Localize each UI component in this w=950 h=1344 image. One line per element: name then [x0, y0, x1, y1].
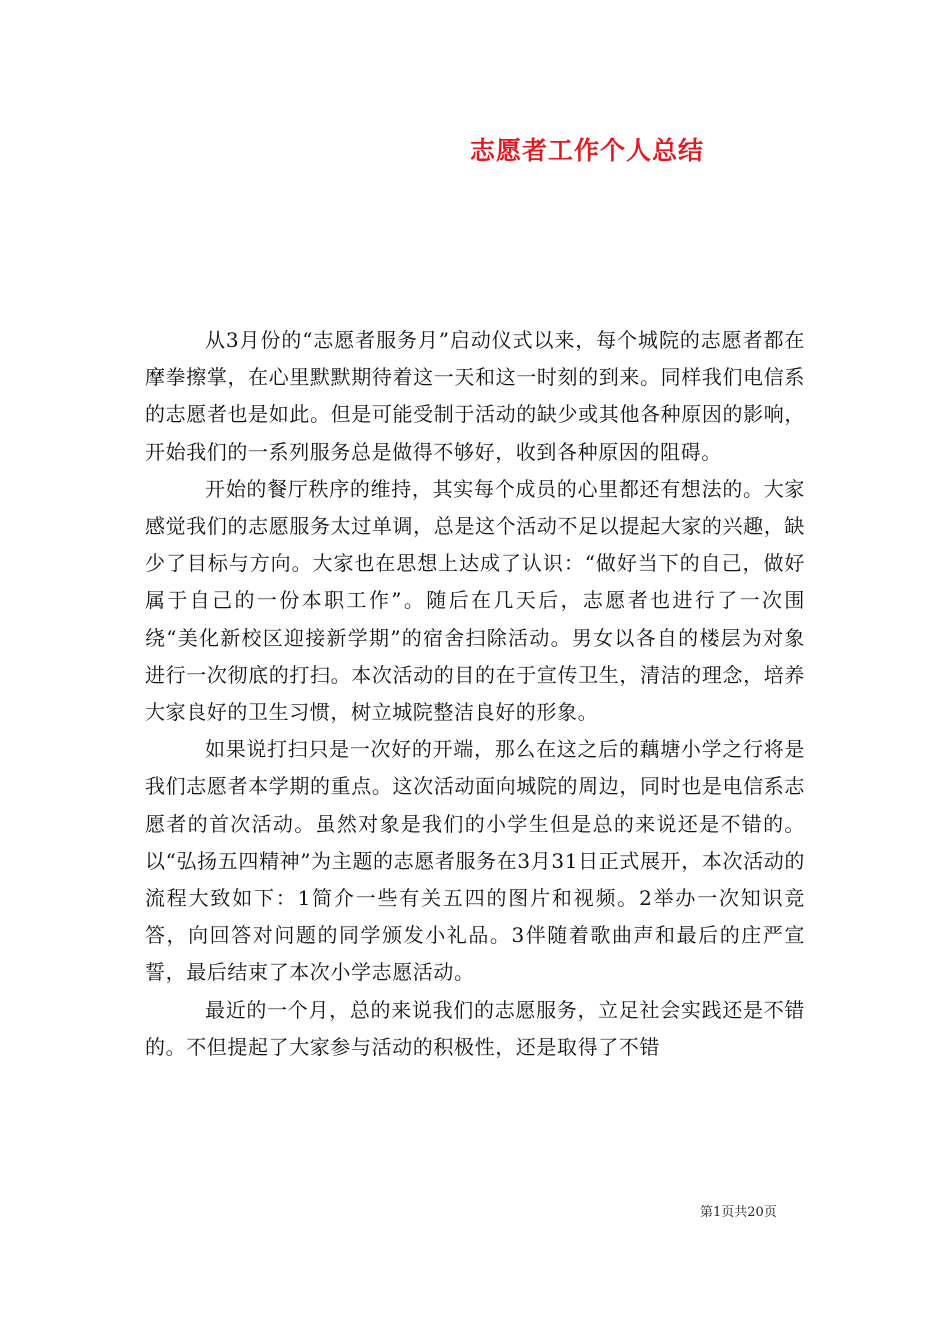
- paragraph-1: 从3月份的“志愿者服务月”启动仪式以来，每个城院的志愿者都在摩拳擦掌，在心里默默期待着这一天和这一时刻的到来。同样我们电信系的志愿者也是如此。但是可能受制于活动的缺少或其他各种原因的影响，开始我们的一系列服务总是做得不够好，收到各种原因的阻碍。: [145, 328, 805, 464]
- paragraph-4: 最近的一个月，总的来说我们的志愿服务，立足社会实践还是不错的。不但提起了大家参与活动的积极性，还是取得了不错: [145, 997, 805, 1059]
- document-title-text: 志愿者工作个人总结: [470, 136, 705, 165]
- paragraph-3: 如果说打扫只是一次好的开端，那么在这之后的藕塘小学之行将是我们志愿者本学期的重点。这次活动面向城院的周边，同时也是电信系志愿者的首次活动。虽然对象是我们的小学生但是总的来说还是不错的。以“弘扬五四精神”为主题的志愿者服务在3月31日正式展开，本次活动的流程大致如下：1简介一些有关五四的图片和视频。2举办一次知识竞答，向回答对问题的同学颁发小礼品。3伴随着歌曲声和最后的庄严宣誓，最后结束了本次小学志愿活动。: [145, 737, 805, 985]
- page-number-footer: 第1页共20页: [700, 1205, 777, 1220]
- paragraph-2: 开始的餐厅秩序的维持，其实每个成员的心里都还有想法的。大家感觉我们的志愿服务太过单调，总是这个活动不足以提起大家的兴趣，缺少了目标与方向。大家也在思想上达成了认识：“做好当下的自己，做好属于自己的一份本职工作”。随后在几天后，志愿者也进行了一次围绕“美化新校区迎接新学期”的宿舍扫除活动。男女以各自的楼层为对象进行一次彻底的打扫。本次活动的目的在于宣传卫生，清洁的理念，培养大家良好的卫生习惯，树立城院整洁良好的形象。: [145, 476, 805, 725]
- document-body: [145, 322, 805, 1066]
- document-title: [0, 133, 950, 169]
